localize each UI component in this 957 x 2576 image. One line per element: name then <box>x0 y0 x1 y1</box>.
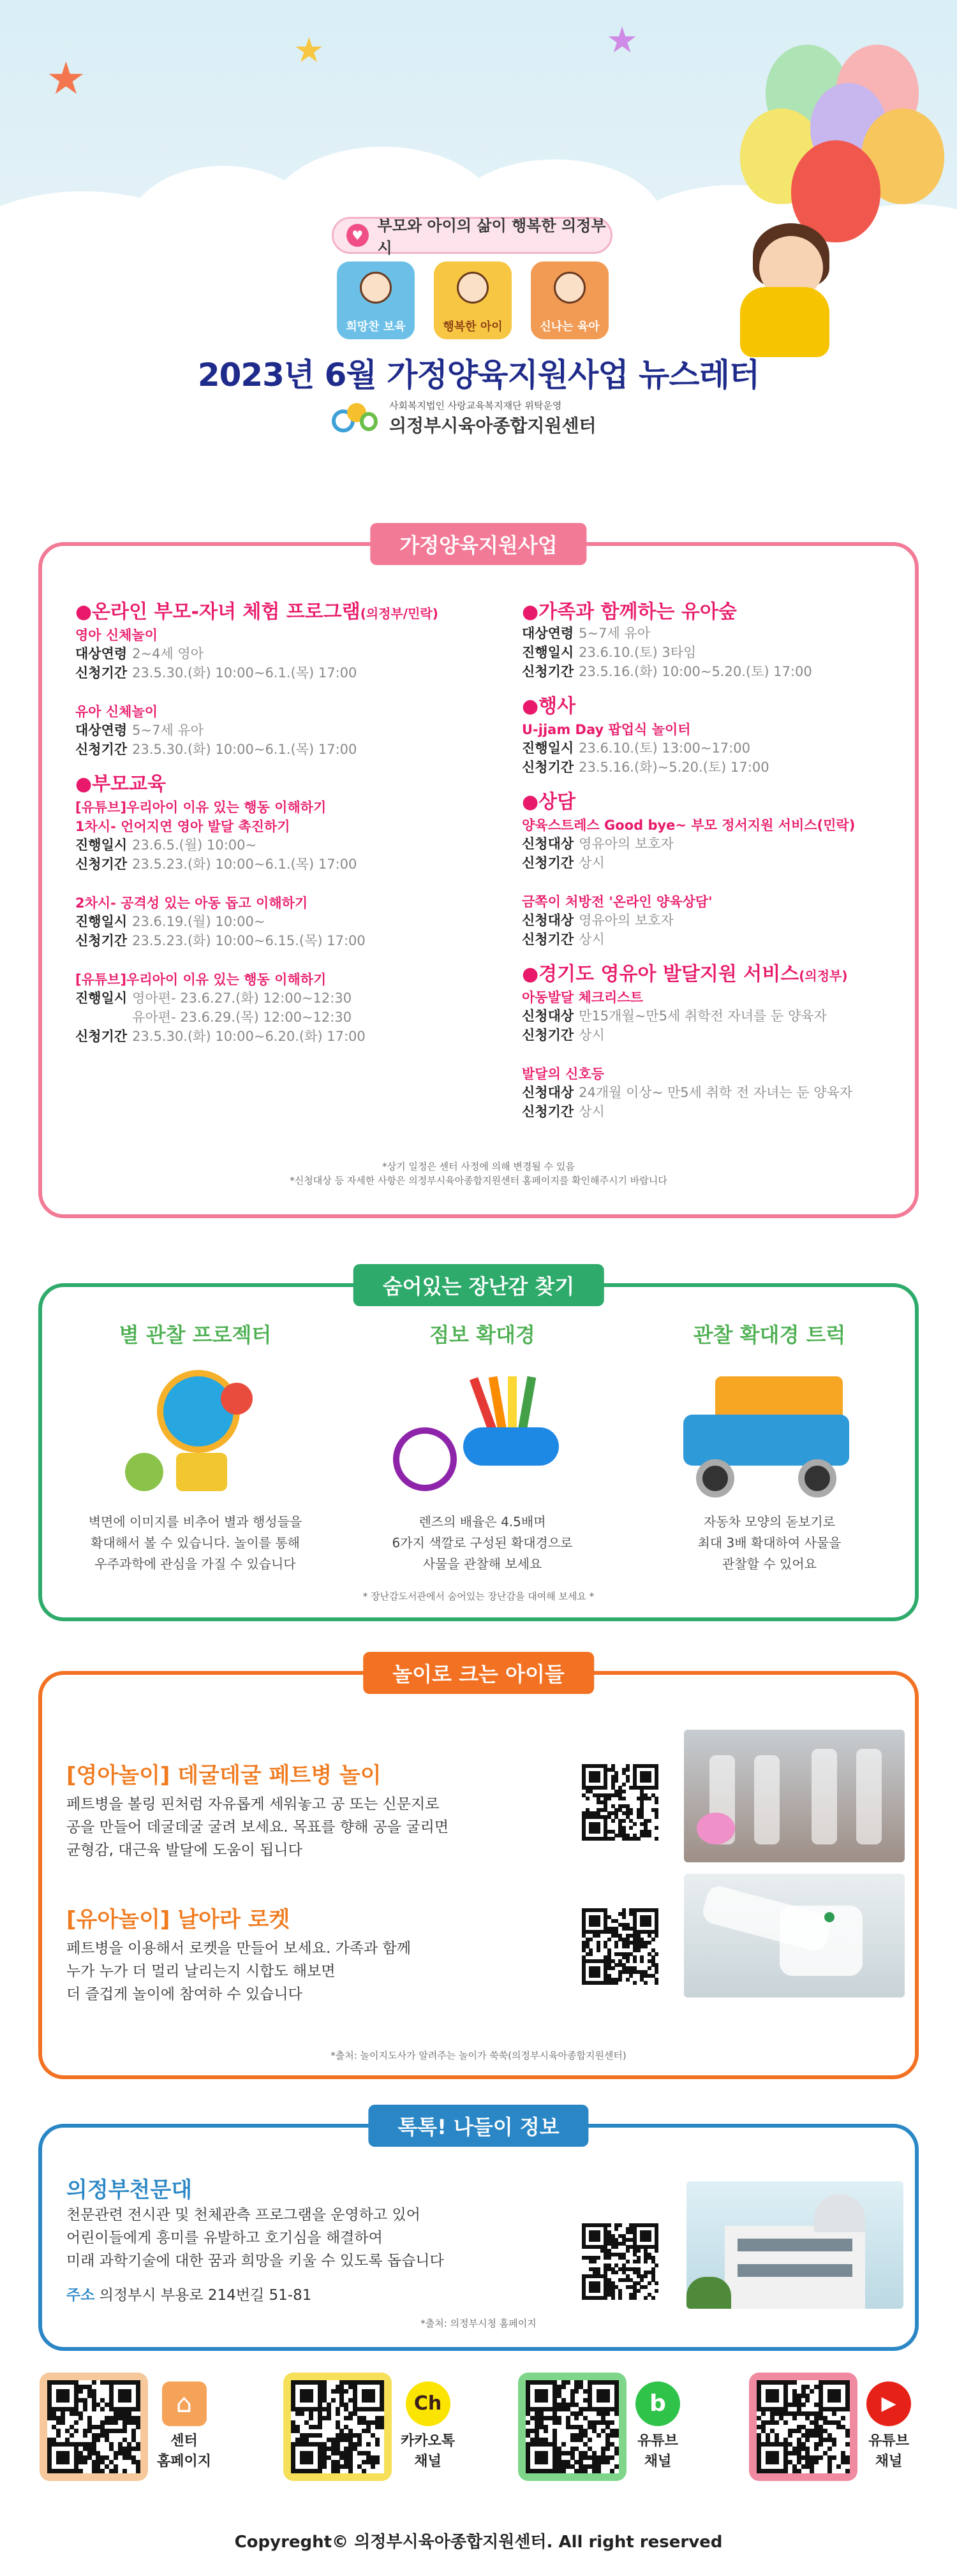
parent-edu-heading: ●부모교육 <box>75 773 167 795</box>
footnote: * 장난감도서관에서 숨어있는 장난감을 대여해 보세요 * <box>362 1591 595 1602</box>
footer-link-youtube-2[interactable]: ▶ 유튜브 채널 <box>749 2373 911 2481</box>
kakao-channel-icon: Ch <box>406 2381 450 2426</box>
youtube-icon: ▶ <box>866 2381 911 2426</box>
program-name: 유아 신체놀이 <box>75 704 158 719</box>
section-home-parenting <box>38 533 919 1218</box>
page-title: 2023년 6월 가정양육지원사업 뉴스레터 <box>197 357 760 394</box>
toy-name: 점보 확대경 <box>429 1323 535 1347</box>
badge-row <box>337 261 609 339</box>
dev-support-heading: ●경기도 영유아 발달지원 서비스 <box>522 963 799 985</box>
qr-code[interactable] <box>582 2223 658 2300</box>
program-name: [유튜브]우리아이 이유 있는 행동 이해하기 <box>75 972 327 987</box>
star-icon: ★ <box>293 30 325 70</box>
toy-card: 관찰 확대경 트럭 자동차 모양의 돋보기로 최대 3배 확대하여 사물을 관찰할 수 있어요 <box>635 1319 903 1575</box>
org-logo <box>332 399 383 438</box>
program-name: 2차시- 공격성 있는 아동 돕고 이해하기 <box>75 895 308 911</box>
footer-link-youtube-1[interactable]: b 유튜브 채널 <box>518 2373 680 2481</box>
play-title: [유아놀이] 날아라 로켓 <box>66 1907 290 1932</box>
blog-icon: b <box>635 2381 680 2426</box>
footer-link-kakao[interactable]: Ch 카카오톡 채널 <box>283 2373 455 2481</box>
star-icon: ★ <box>46 52 86 105</box>
star-icon: ★ <box>606 20 639 61</box>
section-title: 톡톡! 나들이 정보 <box>368 2105 588 2147</box>
section-title: 가정양육지원사업 <box>370 523 586 565</box>
section-hidden-toys <box>38 1274 919 1621</box>
slogan-text: 부모와 아이의 삶이 행복한 의정부시 <box>377 217 606 257</box>
program-name: [유튜브]우리아이 이유 있는 행동 이해하기 <box>75 800 327 815</box>
footnote: *상기 일정은 센터 사정에 의해 변경될 수 있음 <box>382 1161 575 1172</box>
program-name: 1차시- 언어지연 영아 발달 촉진하기 <box>75 819 290 834</box>
program-name: 발달의 신호등 <box>522 1066 605 1082</box>
qr-code[interactable] <box>47 2380 140 2473</box>
rocket-photo <box>684 1874 905 1998</box>
hero-header <box>0 0 957 485</box>
section-outing: 톡톡! 나들이 정보 의정부천문대 천문관련 전시관 및 천체관측 프로그램을 운영하고 있어 어린이들에게 흥미를 유발하고 호기심을 해결하여 미래 과학기술에 대한 꿈과 희망을 키울 수 있도록 돕습니다 주소 의정부시 부용로 214번길 51-81 *출처: 의정부시청 홈페이지 <box>38 2124 919 2351</box>
projector-image <box>119 1357 272 1504</box>
event-heading: ●행사 <box>522 695 576 718</box>
program-name: U-jjam Day 팝업식 놀이터 <box>522 722 691 737</box>
play-title: [영아놀이] 데굴데굴 페트병 놀이 <box>66 1763 382 1788</box>
column-right: ●가족과 함께하는 유아숲 대상연령 5~7세 유아 진행일시 23.6.10.(토) 3타임 신청기간 23.5.16.(화) 10:00~5.20.(토) 17:00 ●행사 U-jjam Day 팝업식 놀이터 진행일시 23.6.10.(토) 13:00~17:00 신청기간 23.5.16.(화)~5.20.(토) 17:00 ●상담 양육스트레스 Good bye~ 부모 정서지원 서비스(민락) 신청대상 영유아의 보호자 신청기간 상시 금쪽이 처방전 '온라인 양육상담' 신청대상 영유아의 보호자 신청기간 상시 ●경기도 영유아 발달지원 서비스(의정부) 아동발달 체크리스트 신청대상 만15개월~만5세 취학전 자녀를 둔 양육자 신청기간 상시 발달의 신호등 신청대상 24개월 이상~ 만5세 취학 전 자녀는 둔 양육자 신청기간 상시 <box>522 585 905 1121</box>
toy-card: 별 관찰 프로젝터 벽면에 이미지를 비추어 별과 행성들을 확대해서 볼 수 있습니다. 놀이를 통해 우주과학에 관심을 가질 수 있습니다 <box>61 1319 329 1575</box>
online-program-heading: ●온라인 부모-자녀 체험 프로그램 <box>75 601 360 623</box>
org-subtitle: 사회복지법인 사랑교육복지재단 위탁운영 <box>389 400 562 411</box>
address: 주소 의정부시 부용로 214번길 51-81 <box>66 2287 312 2304</box>
footer-link-homepage[interactable]: ⌂ 센터 홈페이지 <box>40 2373 211 2481</box>
program-name: 양육스트레스 Good bye~ 부모 정서지원 서비스(민락) <box>522 818 856 833</box>
program-name: 아동발달 체크리스트 <box>522 990 643 1005</box>
column-left: ●온라인 부모-자녀 체험 프로그램(의정부/민락) 영아 신체놀이 대상연령 2~4세 영아 신청기간 23.5.30.(화) 10:00~6.1.(목) 17:00 유아 신체놀이 대상연령 5~7세 유아 신청기간 23.5.30.(화) 10:00~6.1.(목) 17:00 ●부모교육 [유튜브]우리아이 이유 있는 행동 이해하기 1차시- 언어지연 영아 발달 촉진하기 진행일시 23.6.5.(월) 10:00~ 신청기간 23.5.23.(화) 10:00~6.1.(목) 17:00 2차시- 공격성 있는 아동 돕고 이해하기 진행일시 23.6.19.(월) 10:00~ 신청기간 23.5.23.(화) 10:00~6.15.(목) 17:00 [유튜브]우리아이 이유 있는 행동 이해하기 진행일시 영아편- 23.6.27.(화) 12:00~12:30 유아편- 23.6.29.(목) 12:00~12:30 신청기간 23.5.30.(화) 10:00~6.20.(화) 17:00 <box>75 585 509 1046</box>
bottle-photo <box>684 1730 905 1862</box>
qr-code[interactable] <box>526 2380 619 2473</box>
footnote: *출처: 의정부시청 홈페이지 <box>420 2318 537 2329</box>
toy-name: 별 관찰 프로젝터 <box>119 1323 272 1347</box>
heart-icon: ♥ <box>346 224 369 247</box>
magnifier-image <box>387 1357 578 1504</box>
badge-fun: 신나는 육아 <box>531 261 609 339</box>
qr-code[interactable] <box>757 2380 850 2473</box>
slogan-banner <box>332 217 612 257</box>
home-icon: ⌂ <box>162 2381 207 2426</box>
toy-card: 점보 확대경 렌즈의 배율은 4.5배며 6가지 색깔로 구성된 확대경으로 사물을 관찰해 보세요 <box>348 1319 616 1575</box>
footnote: *신청대상 등 자세한 사항은 의정부시육아종합지원센터 홈페이지를 확인해주시기 바랍니다 <box>290 1175 667 1186</box>
section-title: 숨어있는 장난감 찾기 <box>353 1264 604 1306</box>
org-name: 의정부시육아종합지원센터 <box>389 415 597 436</box>
counsel-heading: ●상담 <box>522 791 576 813</box>
badge-hope: 희망찬 보육 <box>337 261 415 339</box>
qr-code[interactable] <box>582 1908 658 1985</box>
badge-happy: 행복한 아이 <box>434 261 512 339</box>
qr-code[interactable] <box>291 2380 384 2473</box>
org-logo-block <box>332 399 597 438</box>
section-title: 놀이로 크는 아이들 <box>363 1652 594 1694</box>
copyright: Copyreght© 의정부시육아종합지원센터. All right reserved <box>234 2533 723 2552</box>
place-name: 의정부천문대 <box>66 2177 193 2203</box>
program-name: 영아 신체놀이 <box>75 628 158 643</box>
truck-image <box>677 1357 862 1504</box>
toy-name: 관찰 확대경 트럭 <box>693 1323 846 1347</box>
footnote: *출처: 놀이지도사가 알려주는 놀이가 쑥쑥(의정부시육아종합지원센터) <box>330 2050 627 2061</box>
qr-code[interactable] <box>582 1764 658 1841</box>
forest-heading: ●가족과 함께하는 유아숲 <box>522 601 737 623</box>
program-name: 금쪽이 처방전 '온라인 양육상담' <box>522 894 713 909</box>
observatory-photo <box>686 2181 903 2309</box>
section-play: 놀이로 크는 아이들 [영아놀이] 데굴데굴 페트병 놀이 페트병을 볼링 핀처럼 자유롭게 세워놓고 공 또는 신문지로 공을 만들어 데굴데굴 굴려 보세요. 목표를 향해 공을 굴리면 균형감, 대근육 발달에 도움이 됩니다 [유아놀이] 날아라 로켓 페트병을 이용해서 로켓을 만들어 보세요. 가족과 함께 누가 누가 더 멀리 날리는지 시합도 해보면 더 즐겁게 놀이에 참여하 수 있습니다 *출처: 놀이지도사가 알려주는 놀이가 쑥쑥(의정부시육아종합지원센터) <box>38 1671 919 2079</box>
